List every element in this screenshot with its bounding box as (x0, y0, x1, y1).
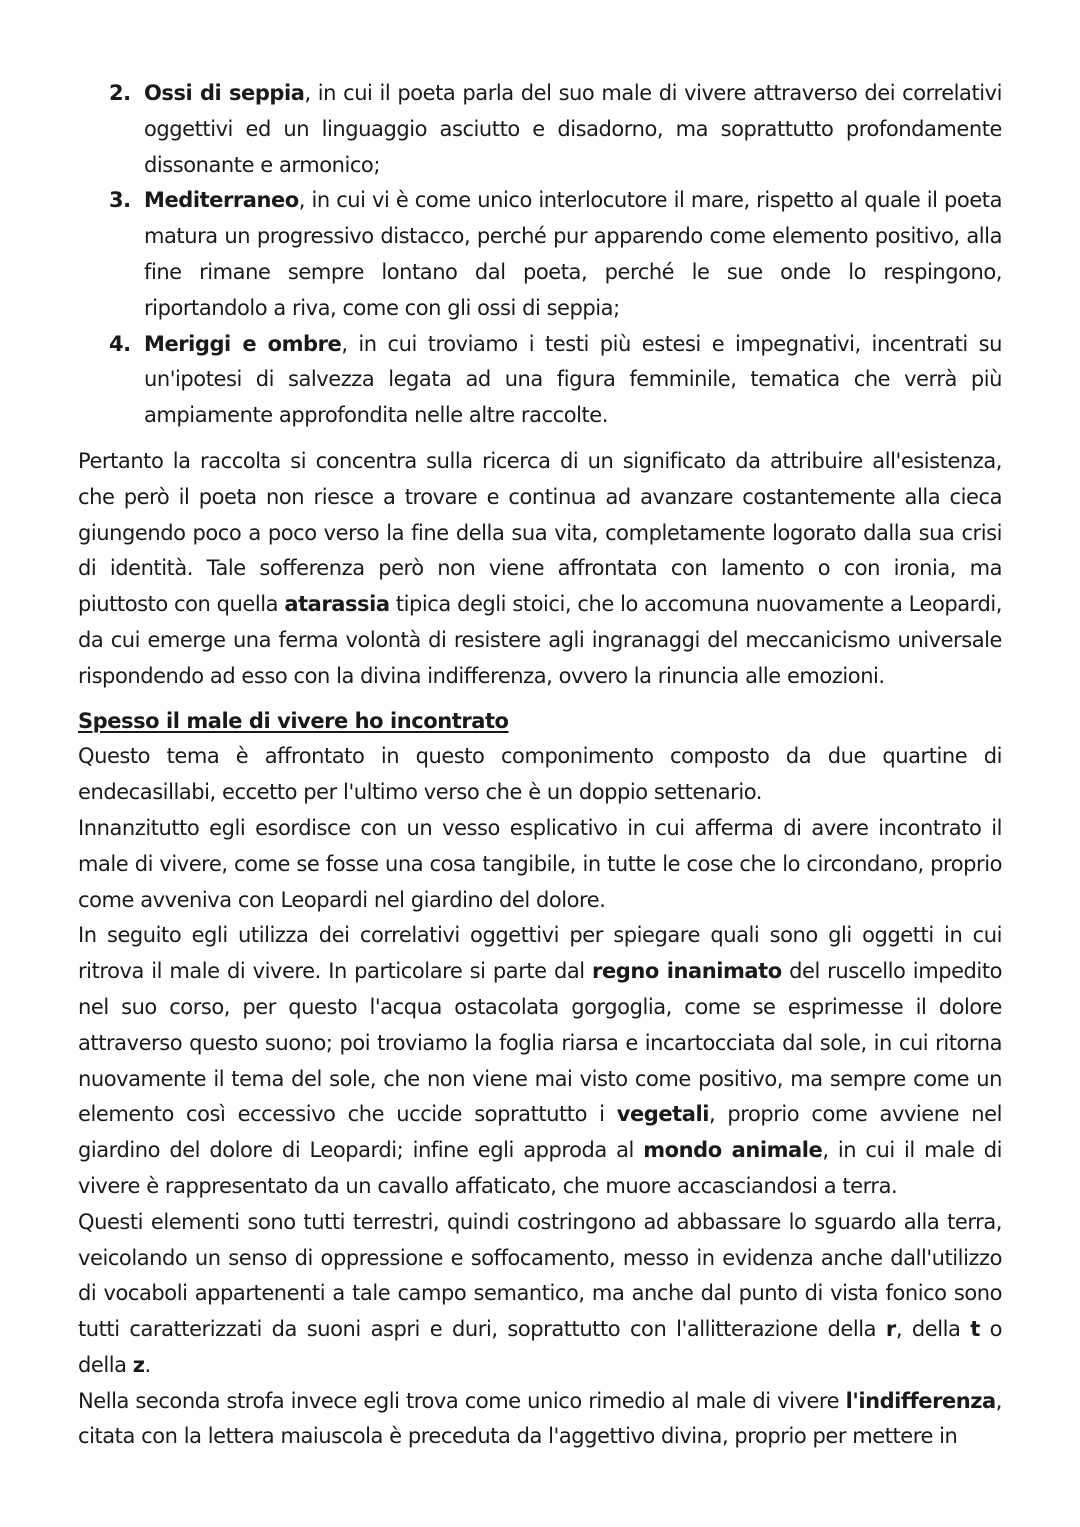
keyword-regno-inanimato: regno inanimato (592, 959, 782, 984)
section-paragraph: Questo tema è affrontato in questo componimento composto da due quartine di endecasillabi, eccetto per l'ultimo verso che è un doppio settenario. (78, 744, 1002, 805)
section-paragraph: In seguito egli utilizza dei correlativi oggettivi per spiegare quali sono gli oggetti in cui ritrova il male di vivere. In particolare si parte dal regno inanimato del ruscello impedito nel suo corso, per questo l'acqua ostacolata gorgoglia, come se esprimesse il dolore attraverso questo suono; poi troviamo la foglia riarsa e incartocciata dal sole, in cui ritorna nuovamente il tema del sole, che non viene mai visto come positivo, ma sempre come un elemento così eccessivo che uccide soprattutto i vegetali, proprio come avviene nel giardino del dolore di Leopardi; infine egli approda al mondo animale, in cui il male di vivere è rappresentato da un cavallo affaticato, che muore accasciandosi a terra. (78, 923, 1002, 1198)
section-paragraph: Innanzitutto egli esordisce con un vesso esplicativo in cui afferma di avere incontrato il male di vivere, come se fosse una cosa tangibile, in tutte le cose che lo circondano, proprio come avveniva con Leopardi nel giardino del dolore. (78, 815, 1002, 912)
list-item-title: Ossi di seppia (144, 81, 305, 105)
section-title: Spesso il male di vivere ho incontrato (78, 708, 509, 733)
section-paragraph: Questi elementi sono tutti terrestri, quindi costringono ad abbassare lo sguardo alla terra, veicolando un senso di oppressione e soffocamento, messo in evidenza anche dall'utilizzo di vocaboli appartenenti a tale campo semantico, ma anche dal punto di vista fonico sono tutti caratterizzati da suoni aspri e duri, soprattutto con l'allitterazione della r, della t o della z. (78, 1209, 1003, 1377)
collection-sections-list (78, 76, 1002, 434)
list-item-number: 2. (109, 81, 131, 105)
keyword-z: z (132, 1352, 145, 1377)
list-item-title: Meriggi e ombre (144, 331, 342, 356)
document-page (78, 76, 1002, 1455)
keyword-mondo-animale: mondo animale (643, 1138, 823, 1163)
list-item-number: 4. (109, 331, 131, 356)
list-item (78, 183, 1002, 326)
list-item (78, 76, 1002, 183)
keyword-r: r (885, 1317, 896, 1342)
section-paragraph: Nella seconda strofa invece egli trova come unico rimedio al male di vivere l'indifferenza, citata con la lettera maiuscola è preceduta da l'aggettivo divina, proprio per mettere in (78, 1388, 1002, 1449)
keyword-vegetali: vegetali (616, 1102, 709, 1127)
keyword-t: t (970, 1317, 980, 1342)
list-item-text: , in cui vi è come unico interlocutore il mare, rispetto al quale il poeta matura un progressivo distacco, perché pur apparendo come elemento positivo, alla fine rimane sempre lontano dal poeta, perché le sue onde lo respingono, riportandolo a riva, come con gli ossi di seppia; (144, 188, 1002, 320)
list-item-title: Mediterraneo (144, 188, 299, 213)
keyword-indifferenza: l'indifferenza (845, 1388, 996, 1413)
summary-paragraph: Pertanto la raccolta si concentra sulla ricerca di un significato da attribuire all'esistenza, che però il poeta non riesce a trovare e continua ad avanzare costantemente alla cieca giungendo poco a poco verso la fine della sua vita, completamente logorato dalla sua crisi di identità. Tale sofferenza però non viene affrontata con lamento o con ironia, ma piuttosto con quella atarassia tipica degli stoici, che lo accomuna nuovamente a Leopardi, da cui emerge una ferma volontà di resistere agli ingranaggi del meccanicismo universale rispondendo ad esso con la divina indifferenza, ovvero la rinuncia alle emozioni. (78, 448, 1002, 688)
list-item-number: 3. (109, 188, 131, 213)
list-item-text: , in cui troviamo i testi più estesi e impegnativi, incentrati su un'ipotesi di salvezza legata ad una figura femminile, tematica che verrà più ampiamente approfondita nelle altre raccolte. (144, 331, 1003, 428)
list-item-text: , in cui il poeta parla del suo male di vivere attraverso dei correlativi oggettivi ed un linguaggio asciutto e disadorno, ma soprattutto profondamente dissonante e armonico; (144, 81, 1002, 177)
list-item (78, 327, 1002, 434)
keyword-atarassia: atarassia (284, 592, 390, 617)
